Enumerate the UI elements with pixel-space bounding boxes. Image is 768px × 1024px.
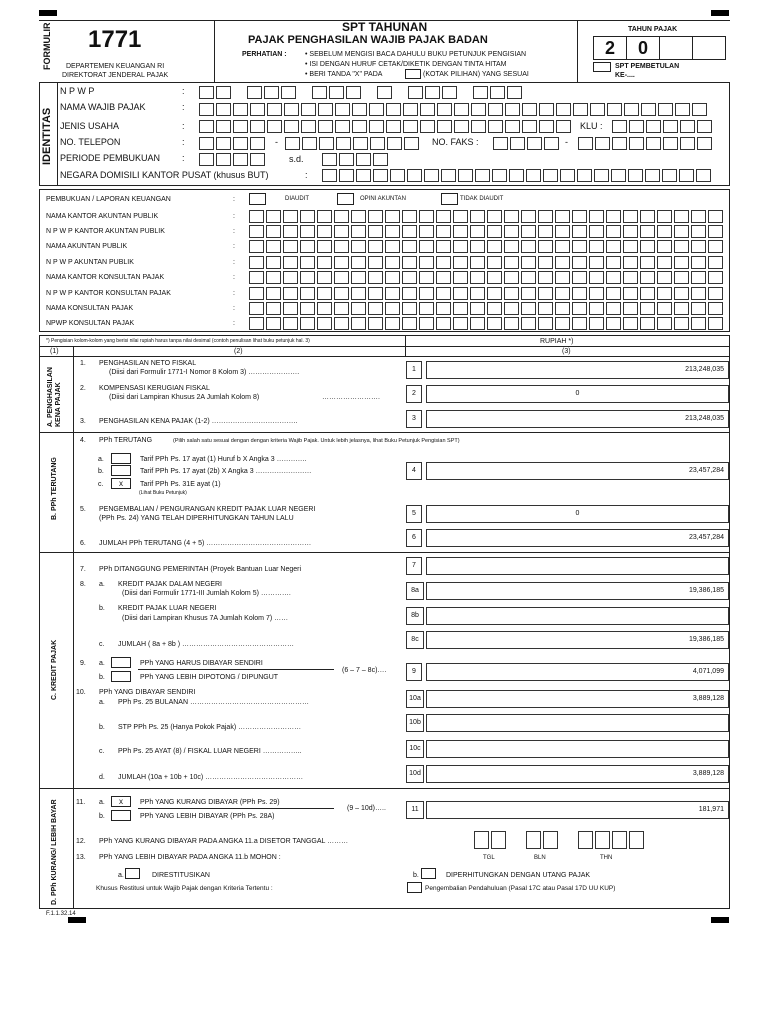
section-b-label: B. PPh TERUTANG xyxy=(51,457,58,520)
colon: : xyxy=(182,86,185,96)
item-num: 10. xyxy=(76,689,86,696)
section-d-label: D. PPh KURANG/ LEBIH BAYAR xyxy=(51,799,58,905)
col-1: (1) xyxy=(50,348,59,355)
item-num: 11. xyxy=(76,799,86,806)
diperhitungkan-checkbox[interactable] xyxy=(421,868,436,879)
tahun-digit-3[interactable] xyxy=(659,36,693,60)
item-4a-checkbox[interactable] xyxy=(111,453,131,464)
registration-mark xyxy=(68,917,86,923)
item-4b-checkbox[interactable] xyxy=(111,465,131,476)
opt-letter: c. xyxy=(98,481,104,488)
opt-letter: c. xyxy=(99,641,105,648)
amount-field[interactable]: 19,386,185 xyxy=(426,631,729,649)
line-number: 9 xyxy=(406,663,422,681)
amount-field[interactable]: 0 xyxy=(426,385,729,403)
item-5-sub: (PPh Ps. 24) YANG TELAH DIPERHITUNGKAN TAHUN LALU xyxy=(99,515,294,522)
item-9a-label: PPh YANG HARUS DIBAYAR SENDIRI xyxy=(140,660,263,667)
amount-field[interactable]: 23,457,284 xyxy=(426,529,729,547)
item-6-label: JUMLAH PPh TERUTANG (4 + 5) ……………………………………… xyxy=(99,540,312,547)
colon: : xyxy=(233,320,235,327)
colon: : xyxy=(233,228,235,235)
item-4b-label: Tarif PPh Ps. 17 ayat (2b) X Angka 3 …………………… xyxy=(140,468,312,475)
item-1-label: PENGHASILAN NETO FISKAL xyxy=(99,360,197,367)
akuntan-row-label: NAMA KANTOR KONSULTAN PAJAK xyxy=(46,274,165,281)
akuntan-row-label: NAMA KANTOR AKUNTAN PUBLIK xyxy=(46,213,159,220)
item-8a-label: KREDIT PAJAK DALAM NEGERI xyxy=(118,581,222,588)
opt-letter: a. xyxy=(99,699,105,706)
akuntan-row-input[interactable] xyxy=(249,302,725,315)
colon: : xyxy=(182,121,185,131)
amount-field[interactable] xyxy=(426,557,729,575)
item-4c-label: Tarif PPh Ps. 31E ayat (1) xyxy=(140,481,221,488)
opt-letter: d. xyxy=(99,774,105,781)
colon: : xyxy=(233,259,235,266)
item-num: 5. xyxy=(80,506,86,513)
tidak-diaudit-checkbox[interactable] xyxy=(441,193,458,205)
telepon-input[interactable] xyxy=(285,137,421,150)
amount-field[interactable]: 19,386,185 xyxy=(426,582,729,600)
amount-field[interactable] xyxy=(426,607,729,625)
item-num: 1. xyxy=(80,360,86,367)
tidak-diaudit-label: TIDAK DIAUDIT xyxy=(460,196,504,202)
akuntan-row-input[interactable] xyxy=(249,210,725,223)
rupiah-header: RUPIAH *) xyxy=(540,338,574,345)
akuntan-row-label: NAMA AKUNTAN PUBLIK xyxy=(46,243,128,250)
note-2: • ISI DENGAN HURUF CETAK/DIKETIK DENGAN TINTA HITAM xyxy=(305,61,507,68)
faks-area-input[interactable] xyxy=(493,137,561,150)
dash: - xyxy=(275,137,278,147)
section-c-label: C. KREDIT PAJAK xyxy=(51,639,58,700)
pendahuluan-label: Pengembalian Pendahuluan (Pasal 17C atau Pasal 17D UU KUP) xyxy=(425,885,616,892)
title-pajak: PAJAK PENGHASILAN WAJIB PAJAK BADAN xyxy=(248,34,488,46)
opt-letter: b. xyxy=(99,813,105,820)
opini-label: OPINI AKUNTAN xyxy=(360,196,406,202)
amount-field[interactable]: 213,248,035 xyxy=(426,361,729,379)
amount-field[interactable]: 3,889,128 xyxy=(426,690,729,708)
item-4c-checkbox[interactable]: x xyxy=(111,478,131,489)
amount-field[interactable]: 3,889,128 xyxy=(426,765,729,783)
amount-field[interactable] xyxy=(426,740,729,758)
diaudit-checkbox[interactable] xyxy=(249,193,266,205)
akuntan-row-label: N P W P KANTOR AKUNTAN PUBLIK xyxy=(46,228,165,235)
item-2-label: KOMPENSASI KERUGIAN FISKAL xyxy=(99,385,210,392)
col-3: (3) xyxy=(562,348,571,355)
tanggal-input[interactable] xyxy=(474,831,646,849)
item-7-label: PPh DITANGGUNG PEMERINTAH (Proyek Bantuan Luar Negeri xyxy=(99,566,302,573)
item-9b-label: PPh YANG LEBIH DIPOTONG / DIPUNGUT xyxy=(140,674,279,681)
npwp-input[interactable] xyxy=(199,86,524,99)
formulir-label: FORMULIR xyxy=(42,22,52,70)
registration-mark xyxy=(711,917,729,923)
opt-letter: b. xyxy=(413,872,419,879)
nama-wp-input[interactable] xyxy=(199,103,709,116)
diperhitungkan-label: DIPERHITUNGKAN DENGAN UTANG PAJAK xyxy=(446,872,591,879)
item-10d-label: JUMLAH (10a + 10b + 10c) …………………………………… xyxy=(118,774,304,781)
tahun-digit-4[interactable] xyxy=(692,36,726,60)
amount-field[interactable]: 213,248,035 xyxy=(426,410,729,428)
col-2: (2) xyxy=(234,348,243,355)
item-num: 8. xyxy=(80,581,86,588)
amount-field[interactable]: 181,971 xyxy=(426,801,729,819)
item-4-note: (Pilih salah satu sesuai dengan dengan kriteria Wajib Pajak. Untuk lebih jelasnya, lihat Buku Petunjuk Pengisian SPT) xyxy=(173,438,460,444)
opt-letter: b. xyxy=(99,605,105,612)
colon: : xyxy=(182,102,185,112)
item-9b-checkbox[interactable] xyxy=(111,671,131,682)
item-8b-sub: (Diisi dari Lampiran Khusus 7A Jumlah Kolom 7) …… xyxy=(122,615,289,622)
pendahuluan-checkbox[interactable] xyxy=(407,882,422,893)
note-1: • SEBELUM MENGISI BACA DAHULU BUKU PETUNJUK PENGISIAN xyxy=(305,51,527,58)
item-num: 4. xyxy=(80,437,86,444)
line-number: 8a xyxy=(406,582,424,600)
line-number: 1 xyxy=(406,361,422,379)
note-4: (KOTAK PILIHAN) YANG SESUAI xyxy=(423,71,529,78)
npwp-label: N P W P xyxy=(60,86,95,96)
faks-label: NO. FAKS : xyxy=(432,137,479,147)
akuntan-row-input[interactable] xyxy=(249,287,725,300)
opt-letter: b. xyxy=(98,468,104,475)
line-number: 7 xyxy=(406,557,422,575)
line-number: 2 xyxy=(406,385,422,403)
pembetulan-ke: KE-.... xyxy=(615,72,635,79)
pembukuan-label: PEMBUKUAN / LAPORAN KEUANGAN xyxy=(46,196,171,203)
item-10a-label: PPh Ps. 25 BULANAN …………………………………………… xyxy=(118,699,309,706)
item-9a-checkbox[interactable] xyxy=(111,657,131,668)
negara-input[interactable] xyxy=(322,169,713,182)
sd-label: s.d. xyxy=(289,154,304,164)
telepon-label: NO. TELEPON xyxy=(60,137,121,147)
item-10-label: PPh YANG DIBAYAR SENDIRI xyxy=(99,689,196,696)
item-num: 3. xyxy=(80,418,86,425)
item-11a-checkbox[interactable]: x xyxy=(111,796,131,807)
item-1-sub: (Diisi dari Formulir 1771-I Nomor 8 Kolom 3) …………………. xyxy=(109,369,300,376)
item-4a-label: Tarif PPh Ps. 17 ayat (1) Huruf b X Angka 3 …………. xyxy=(140,456,307,463)
item-10c-label: PPh Ps. 25 AYAT (8) / FISKAL LUAR NEGERI …………….. xyxy=(118,748,302,755)
colon: : xyxy=(233,274,235,281)
tahun-pajak-label: TAHUN PAJAK xyxy=(628,26,678,33)
tahun-digit-2: 0 xyxy=(626,36,660,60)
opt-letter: a. xyxy=(99,799,105,806)
item-num: 2. xyxy=(80,385,86,392)
item-8c-label: JUMLAH ( 8a + 8b ) ………………………………………… xyxy=(118,641,294,648)
table-note: *) Pengisian kolom-kolom yang berisi nilai rupiah harus tanpa nilai desimal (contoh penulisan lihat buku petunjuk hal. 3) xyxy=(46,338,310,344)
item-2-sub: (Diisi dari Lampiran Khusus 2A Jumlah Kolom 8) xyxy=(109,394,260,401)
pembetulan-label: SPT PEMBETULAN xyxy=(615,63,680,70)
identitas-label: IDENTITAS xyxy=(41,107,53,165)
amount-field[interactable] xyxy=(426,714,729,732)
nama-wp-label: NAMA WAJIB PAJAK xyxy=(60,102,146,112)
line-number: 8c xyxy=(406,631,424,649)
tgl-label: TGL xyxy=(483,855,495,861)
periode-akhir-input[interactable] xyxy=(322,153,390,166)
restitusi-label: DIRESTITUSIKAN xyxy=(152,872,210,879)
akuntan-row-input[interactable] xyxy=(249,317,725,330)
item-num: 7. xyxy=(80,566,86,573)
opt-letter: a. xyxy=(98,456,104,463)
dept-line1: DEPARTEMEN KEUANGAN RI xyxy=(66,63,165,70)
registration-mark xyxy=(711,10,729,16)
colon: : xyxy=(182,153,185,163)
dash: - xyxy=(565,137,568,147)
item-2-dots: ……………………. xyxy=(322,394,380,401)
jenis-usaha-label: JENIS USAHA xyxy=(60,121,120,131)
item-12-label: PPh YANG KURANG DIBAYAR PADA ANGKA 11.a DISETOR TANGGAL ……… xyxy=(99,838,349,845)
amount-field[interactable]: 4,071,099 xyxy=(426,663,729,681)
section-a-label: A. PENGHASILAN KENA PAJAK xyxy=(47,367,62,427)
tahun-digit-1: 2 xyxy=(593,36,627,60)
akuntan-row-label: N P W P AKUNTAN PUBLIK xyxy=(46,259,134,266)
colon: : xyxy=(233,290,235,297)
khusus-label: Khusus Restitusi untuk Wajib Pajak dengan Kriteria Tertentu : xyxy=(96,885,273,892)
colon: : xyxy=(233,243,235,250)
line-number: 3 xyxy=(406,410,422,428)
title-spt: SPT TAHUNAN xyxy=(342,20,428,34)
item-4-label: PPh TERUTANG xyxy=(99,437,153,444)
negara-label: NEGARA DOMISILI KANTOR PUSAT (khusus BUT) xyxy=(60,170,269,180)
akuntan-row-label: NAMA KONSULTAN PAJAK xyxy=(46,305,134,312)
item-11-formula: (9 – 10d)….. xyxy=(347,805,386,812)
opt-letter: b. xyxy=(99,674,105,681)
opt-letter: a. xyxy=(99,660,105,667)
amount-field[interactable]: 0 xyxy=(426,505,729,523)
opt-letter: a. xyxy=(99,581,105,588)
dept-line2: DIREKTORAT JENDERAL PAJAK xyxy=(62,72,169,79)
faks-input[interactable] xyxy=(578,137,714,150)
akuntan-row-label: NPWP KONSULTAN PAJAK xyxy=(46,320,135,327)
akuntan-row-input[interactable] xyxy=(249,271,725,284)
perhatian-label: PERHATIAN : xyxy=(242,51,287,58)
periode-label: PERIODE PEMBUKUAN xyxy=(60,153,161,163)
pembetulan-checkbox[interactable] xyxy=(593,62,611,72)
line-number: 10b xyxy=(406,714,424,732)
akuntan-row-input[interactable] xyxy=(249,240,725,253)
akuntan-row-input[interactable] xyxy=(249,225,725,238)
item-11b-checkbox[interactable] xyxy=(111,810,131,821)
akuntan-row-input[interactable] xyxy=(249,256,725,269)
bln-label: BLN xyxy=(534,855,546,861)
item-4c-note: (Lihat Buku Petunjuk) xyxy=(139,490,187,496)
note-3: • BERI TANDA "X" PADA xyxy=(305,71,383,78)
opini-checkbox[interactable] xyxy=(337,193,354,205)
item-8b-label: KREDIT PAJAK LUAR NEGERI xyxy=(118,605,217,612)
klu-label: KLU : xyxy=(580,121,603,131)
item-10b-label: STP PPh Ps. 25 (Hanya Pokok Pajak) ……………………… xyxy=(118,724,302,731)
colon: : xyxy=(233,196,235,203)
colon: : xyxy=(233,213,235,220)
line-number: 10d xyxy=(406,765,424,783)
item-13-label: PPh YANG LEBIH DIBAYAR PADA ANGKA 11.b MOHON : xyxy=(99,854,281,861)
item-5-label: PENGEMBALIAN / PENGURANGAN KREDIT PAJAK LUAR NEGERI xyxy=(99,506,316,513)
form-code: F.1.1.32.14 xyxy=(46,911,76,917)
item-num: 9. xyxy=(80,660,86,667)
akuntan-row-label: N P W P KANTOR KONSULTAN PAJAK xyxy=(46,290,171,297)
item-8a-sub: (Diisi dari Formulir 1771-III Jumlah Kolom 5) …………. xyxy=(122,590,291,597)
amount-field[interactable]: 23,457,284 xyxy=(426,462,729,480)
form-number: 1771 xyxy=(88,26,142,53)
item-num: 12. xyxy=(76,838,86,845)
opt-letter: c. xyxy=(99,748,105,755)
thn-label: THN xyxy=(600,855,613,861)
periode-awal-input[interactable] xyxy=(199,153,267,166)
item-3-label: PENGHASILAN KENA PAJAK (1-2) ………………………………. xyxy=(99,418,298,425)
opt-letter: a. xyxy=(118,872,124,879)
item-11b-label: PPh YANG LEBIH DIBAYAR (PPh Ps. 28A) xyxy=(140,813,275,820)
line-number: 8b xyxy=(406,607,424,625)
item-num: 6. xyxy=(80,540,86,547)
restitusi-checkbox[interactable] xyxy=(125,868,140,879)
sample-checkbox xyxy=(405,69,421,79)
registration-mark xyxy=(39,10,57,16)
line-number: 10c xyxy=(406,740,424,758)
line-number: 10a xyxy=(406,690,424,708)
item-num: 13. xyxy=(76,854,86,861)
line-number: 6 xyxy=(406,529,422,547)
jenis-usaha-input[interactable] xyxy=(199,120,573,133)
telepon-area-input[interactable] xyxy=(199,137,267,150)
klu-input[interactable] xyxy=(612,120,714,133)
line-number: 11 xyxy=(406,801,424,819)
colon: : xyxy=(182,137,185,147)
diaudit-label: DIAUDIT xyxy=(285,196,309,202)
colon: : xyxy=(305,170,308,180)
line-number: 4 xyxy=(406,462,422,480)
item-9-formula: (6 – 7 – 8c)…. xyxy=(342,667,387,674)
line-number: 5 xyxy=(406,505,422,523)
colon: : xyxy=(233,305,235,312)
item-11a-label: PPh YANG KURANG DIBAYAR (PPh Ps. 29) xyxy=(140,799,280,806)
opt-letter: b. xyxy=(99,724,105,731)
